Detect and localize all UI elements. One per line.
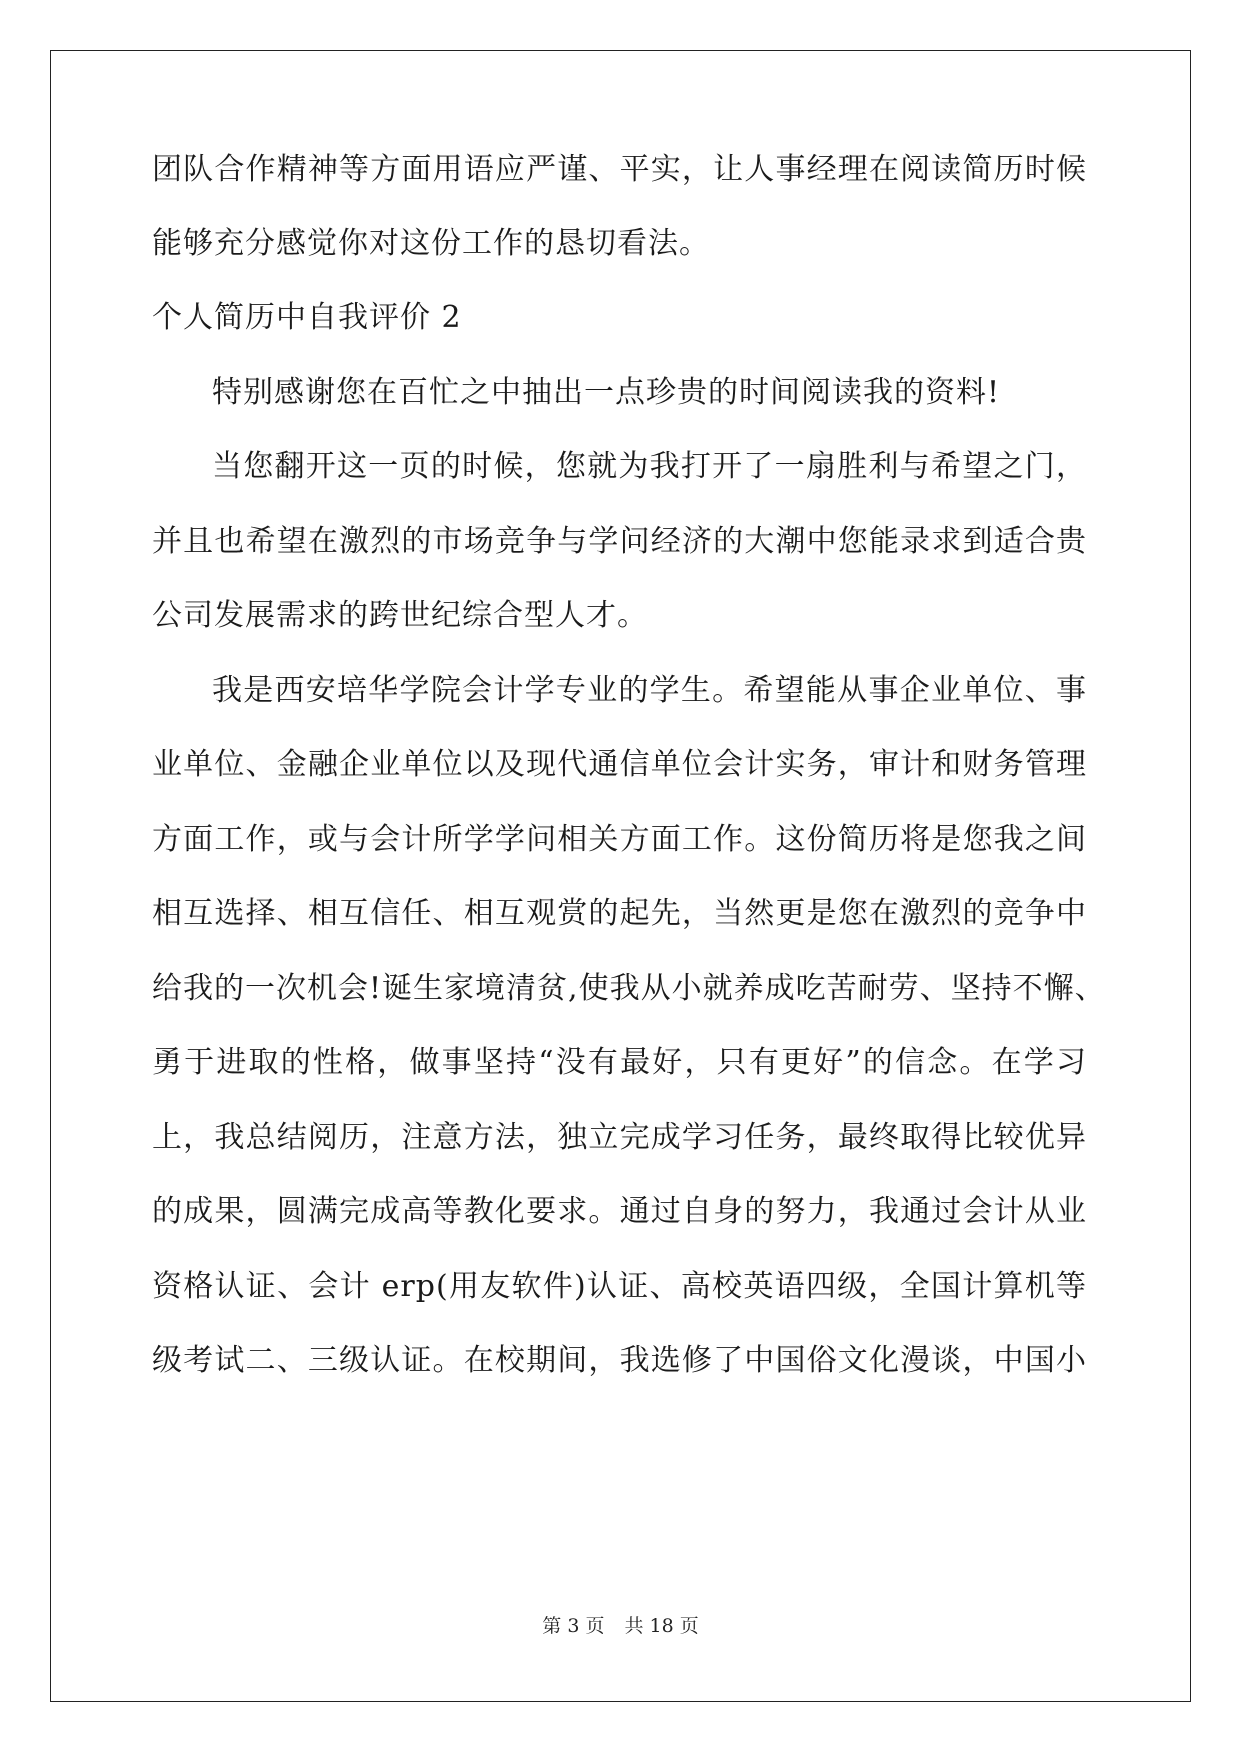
paragraph-line: 业单位、金融企业单位以及现代通信单位会计实务，审计和财务管理	[152, 747, 1087, 782]
paragraph-line: 并且也希望在激烈的市场竞争与学问经济的大潮中您能录求到适合贵	[152, 524, 1087, 559]
paragraph-line: 特别感谢您在百忙之中抽出一点珍贵的时间阅读我的资料!	[212, 375, 1001, 410]
paragraph-line: 公司发展需求的跨世纪综合型人才。	[152, 598, 648, 633]
paragraph-line: 级考试二、三级认证。在校期间，我选修了中国俗文化漫谈，中国小	[152, 1343, 1087, 1378]
section-heading: 个人简历中自我评价 2	[152, 300, 462, 335]
paragraph-line: 当您翻开这一页的时候，您就为我打开了一扇胜利与希望之门，	[212, 449, 1087, 484]
current-page-number: 第 3 页	[542, 1615, 605, 1637]
paragraph-line: 相互选择、相互信任、相互观赏的起先，当然更是您在激烈的竞争中	[152, 896, 1087, 931]
paragraph-line: 方面工作，或与会计所学学问相关方面工作。这份简历将是您我之间	[152, 822, 1087, 857]
paragraph-line: 我是西安培华学院会计学专业的学生。希望能从事企业单位、事	[212, 673, 1087, 708]
paragraph-line: 资格认证、会计 erp(用友软件)认证、高校英语四级，全国计算机等	[152, 1269, 1087, 1304]
paragraph-line: 勇于进取的性格，做事坚持“没有最好，只有更好”的信念。在学习	[152, 1045, 1087, 1080]
paragraph-line: 上，我总结阅历，注意方法，独立完成学习任务，最终取得比较优异	[152, 1120, 1087, 1155]
paragraph-line: 给我的一次机会!诞生家境清贫,使我从小就养成吃苦耐劳、坚持不懈、	[152, 971, 1106, 1006]
paragraph-line: 的成果，圆满完成高等教化要求。通过自身的努力，我通过会计从业	[152, 1194, 1087, 1229]
total-pages: 共 18 页	[624, 1615, 699, 1637]
paragraph-line: 能够充分感觉你对这份工作的恳切看法。	[152, 226, 710, 261]
paragraph-line: 团队合作精神等方面用语应严谨、平实，让人事经理在阅读简历时候	[152, 152, 1087, 187]
page-footer	[0, 1614, 1241, 1638]
